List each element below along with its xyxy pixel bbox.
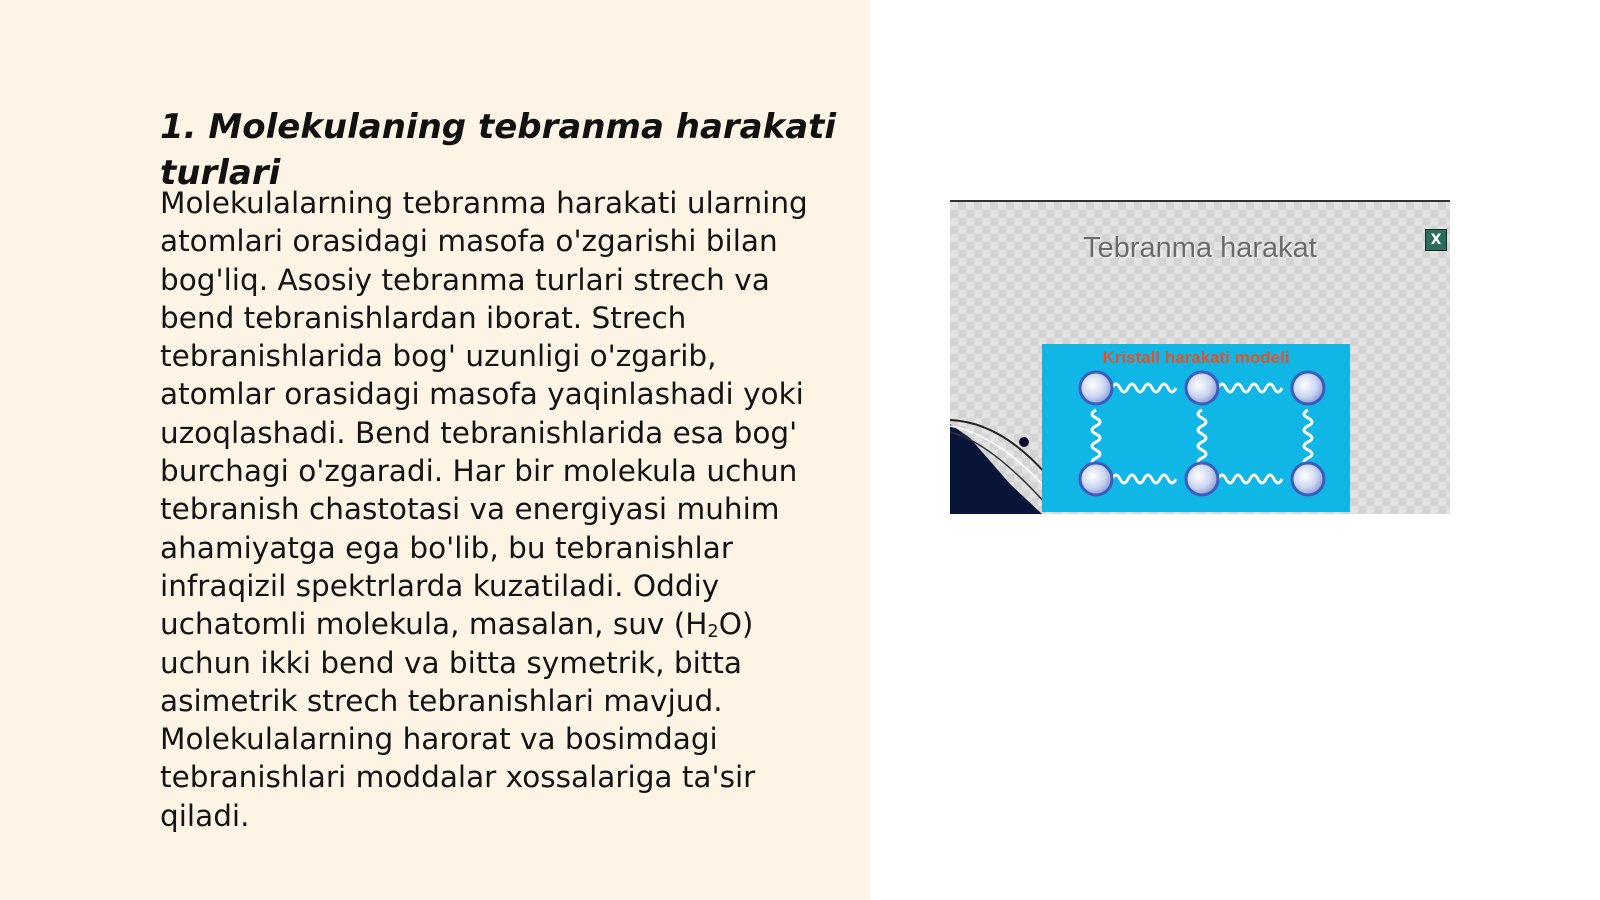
body-subscript: 2 [707,622,719,643]
close-icon[interactable]: X [1425,229,1447,251]
slide-title: 1. Molekulaning tebranma harakati turlari [160,107,837,193]
body-text-part-2: O) uchun ikki bend va bitta symetrik, bitta asimetrik strech tebranishlari mavjud. Molekulalarning harorat va bosimdagi tebranishlari moddalar xossalariga ta'sir qiladi. [160,607,756,833]
body-text-part-1: Molekulalarning tebranma harakati ularning atomlari orasidagi masofa o'zgarishi bilan bog'liq. Asosiy tebranma turlari strech va bend tebranishlardan iborat. Strech tebranishlarida bog' uzunligi o'zgarib, atomlar orasidagi masofa yaqinlashadi yoki uzoqlashadi. Bend tebranishlarida esa bog' burchagi o'zgaradi. Har bir molekula uchun tebranish chastotasi va energiyasi muhim ahamiyatga ega bo'lib, bu tebranishlar infraqizil spektrlarda kuzatiladi. Oddiy uchatomli molekula, masalan, suv (H [160,186,808,642]
figure-title: Tebranma harakat [1083,232,1317,264]
model-title: Kristall harakati modeli [1102,348,1290,367]
field-lines-decoration [950,412,1050,514]
lattice-diagram [1042,344,1350,512]
crystal-model [1042,344,1350,512]
slide-body [160,184,840,835]
vibration-figure [950,200,1450,514]
